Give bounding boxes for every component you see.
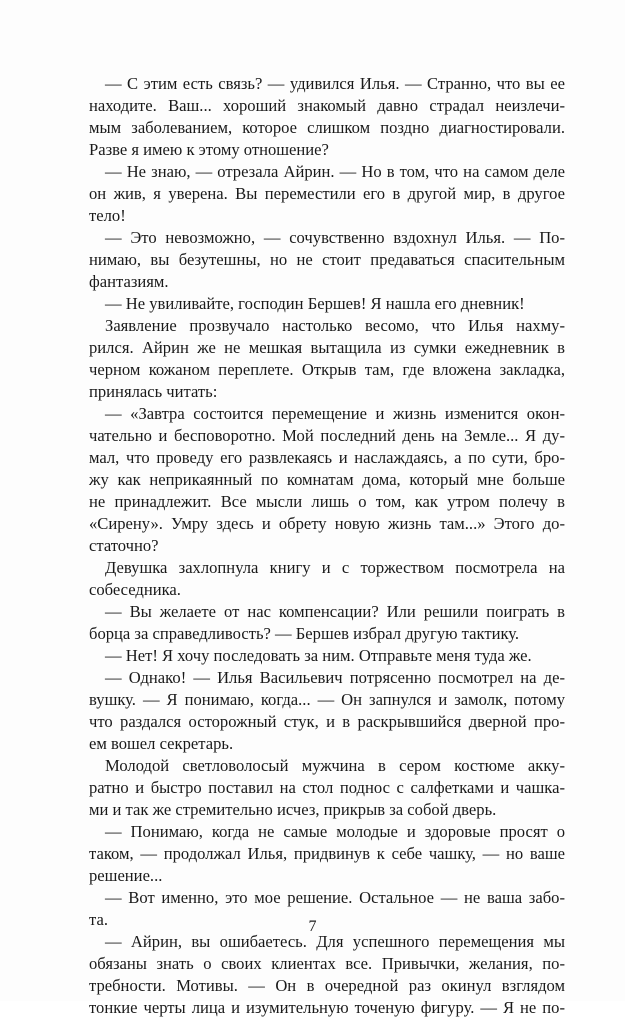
text-line: ем вошел секретарь. bbox=[89, 734, 234, 753]
text-line: — Не знаю, — отрезала Айрин. — Но в том, что на самом деле bbox=[105, 162, 565, 181]
text-line: — Айрин, вы ошибаетесь. Для успешного перемещения мы bbox=[105, 932, 565, 951]
text-line: Девушка захлопнула книгу и с торжеством посмотрела на bbox=[105, 558, 565, 577]
text-line: обязаны знать о своих клиентах все. Привычки, желания, по- bbox=[89, 954, 565, 973]
text-line: борца за справедливость? — Бершев избрал другую тактику. bbox=[89, 624, 520, 643]
text-line: таком, — продолжал Илья, придвинув к себе чашку, — но ваше bbox=[89, 844, 565, 863]
text-line: вушку. — Я понимаю, когда... — Он запнулся и замолк, потому bbox=[89, 690, 565, 709]
text-line: — Вы желаете от нас компенсации? Или решили поиграть в bbox=[105, 602, 565, 621]
text-line: «Сирену». Умру здесь и обрету новую жизнь там...» Этого до- bbox=[89, 514, 565, 533]
text-line: Молодой светловолосый мужчина в сером костюме акку- bbox=[105, 756, 565, 775]
text-line: черном кожаном переплете. Открыв там, где вложена закладка, bbox=[89, 360, 565, 379]
text-line: — Не увиливайте, господин Бершев! Я нашла его дневник! bbox=[105, 294, 525, 313]
text-line: чательно и бесповоротно. Мой последний день на Земле... Я ду- bbox=[89, 426, 565, 445]
page-number: 7 bbox=[308, 918, 317, 935]
text-line: Разве я имею к этому отношение? bbox=[89, 140, 329, 159]
text-line: — «Завтра состоится перемещение и жизнь изменится окон- bbox=[105, 404, 565, 423]
text-line: — Вот именно, это мое решение. Остальное — не ваша забо- bbox=[105, 888, 565, 907]
text-line: тело! bbox=[89, 206, 126, 225]
text-line: — Однако! — Илья Васильевич потрясенно посмотрел на де- bbox=[105, 668, 565, 687]
text-line: мал, что проведу его развлекаясь и наслаждаясь, а по сути, бро- bbox=[89, 448, 565, 467]
text-line: жу как неприкаянный по комнатам дома, который мне больше bbox=[89, 470, 565, 489]
text-line: — С этим есть связь? — удивился Илья. — Странно, что вы ее bbox=[105, 74, 565, 93]
text-line: не принадлежит. Все мысли лишь о том, как утром полечу в bbox=[89, 492, 565, 511]
text-line: находите. Ваш... хороший знакомый давно страдал неизлечи- bbox=[89, 96, 565, 115]
text-line: ратно и быстро поставил на стол поднос с салфетками и чашка- bbox=[89, 778, 565, 797]
text-line: — Понимаю, когда не самые молодые и здоровые просят о bbox=[105, 822, 565, 841]
text-line: — Нет! Я хочу последовать за ним. Отправьте меня туда же. bbox=[105, 646, 532, 665]
text-line: собеседника. bbox=[89, 580, 181, 599]
text-line: статочно? bbox=[89, 536, 159, 555]
text-line: требности. Мотивы. — Он в очередной раз окинул взглядом bbox=[89, 976, 565, 995]
text-line: ми и так же стремительно исчез, прикрыв за собой дверь. bbox=[89, 800, 497, 819]
body-text bbox=[89, 73, 565, 1019]
text-line: мым заболеванием, которое слишком поздно диагностировали. bbox=[89, 118, 565, 137]
text-line: что раздался осторожный стук, и в раскрывшийся дверной про- bbox=[89, 712, 565, 731]
text-line: тонкие черты лица и изумительную точеную фигуру. — Я не по- bbox=[89, 998, 565, 1017]
text-line: он жив, я уверена. Вы переместили его в другой мир, в другое bbox=[89, 184, 565, 203]
text-line: рился. Айрин же не мешкая вытащила из сумки ежедневник в bbox=[89, 338, 565, 357]
text-line: та. bbox=[89, 910, 108, 929]
text-line: — Это невозможно, — сочувственно вздохнул Илья. — По- bbox=[105, 228, 565, 247]
text-line: нимаю, вы безутешны, но не стоит предаваться спасительным bbox=[89, 250, 565, 269]
text-line: фантазиям. bbox=[89, 272, 169, 291]
text-line: Заявление прозвучало настолько весомо, что Илья нахму- bbox=[105, 316, 565, 335]
text-line: принялась читать: bbox=[89, 382, 218, 401]
text-line: решение... bbox=[89, 866, 163, 885]
